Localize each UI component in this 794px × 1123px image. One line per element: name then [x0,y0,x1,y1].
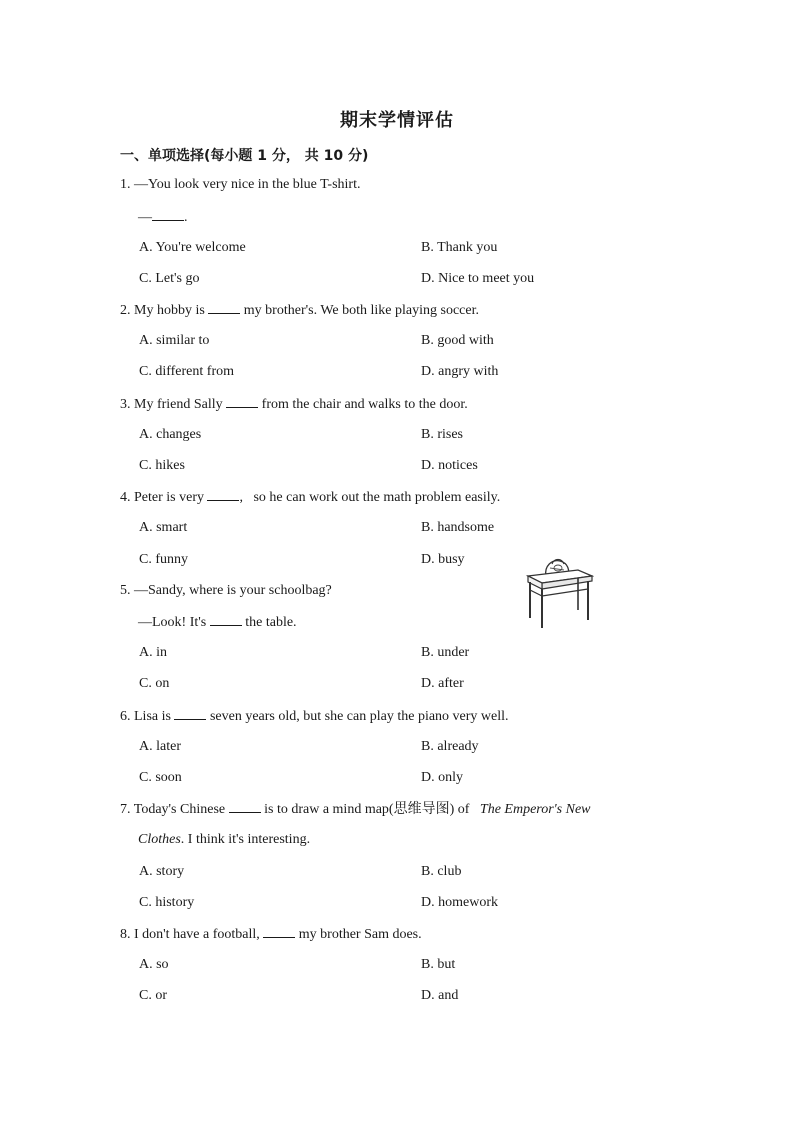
question-1-stem: 1. —You look very nice in the blue T-shirt. [120,177,361,192]
question-2-stem: 2. My hobby is my brother's. We both like playing soccer. [120,303,479,318]
question-2-option-b: B. good with [421,333,494,348]
question-5-reply: —Look! It's the table. [138,615,297,630]
question-1-option-c: C. Let's go [139,271,200,286]
question-5-option-c: C. on [139,676,170,691]
answer-blank [174,707,206,720]
question-7-stem-continued: Clothes. I think it's interesting. [138,832,311,847]
question-1-option-b: B. Thank you [421,240,498,255]
answer-blank [152,208,184,221]
section-heading: 一、单项选择(每小题 1 分， 共 10 分) [120,148,369,164]
question-4-option-c: C. funny [139,552,188,567]
question-2-option-d: D. angry with [421,364,499,379]
question-4-stem: 4. Peter is very , so he can work out the math problem easily. [120,490,501,505]
question-5-option-a: A. in [139,645,167,660]
question-7-option-b: B. club [421,864,462,879]
question-6-option-a: A. later [139,739,181,754]
question-6-stem: 6. Lisa is seven years old, but she can play the piano very well. [120,709,509,724]
question-4-option-d: D. busy [421,552,465,567]
question-8-option-b: B. but [421,957,456,972]
question-2-option-c: C. different from [139,364,234,379]
question-8-stem: 8. I don't have a football, my brother Sam does. [120,927,422,942]
question-4-option-b: B. handsome [421,520,495,535]
answer-blank [210,613,242,626]
question-2-option-a: A. similar to [139,333,210,348]
question-8-option-d: D. and [421,988,459,1003]
answer-blank [208,301,240,314]
question-5-option-b: B. under [421,645,470,660]
question-6-option-b: B. already [421,739,479,754]
answer-blank [263,925,295,938]
question-4-option-a: A. smart [139,520,188,535]
question-7-stem: 7. Today's Chinese is to draw a mind map(思维导图) of The Emperor's New [120,802,591,817]
question-3-option-d: D. notices [421,458,478,473]
question-5-stem: 5. —Sandy, where is your schoolbag? [120,583,332,598]
question-7-option-c: C. history [139,895,195,910]
question-7-option-a: A. story [139,864,185,879]
question-8-option-c: C. or [139,988,167,1003]
answer-blank [229,800,261,813]
question-7-option-d: D. homework [421,895,498,910]
question-1-option-a: A. You're welcome [139,240,246,255]
answer-blank [226,395,258,408]
answer-blank [207,488,239,501]
question-8-option-a: A. so [139,957,169,972]
question-5-option-d: D. after [421,676,464,691]
question-6-option-c: C. soon [139,770,182,785]
question-3-option-b: B. rises [421,427,463,442]
desk-with-schoolbag-icon [522,556,594,632]
question-3-option-c: C. hikes [139,458,185,473]
page-title: 期末学情评估 [340,110,454,131]
question-1-option-d: D. Nice to meet you [421,271,535,286]
question-3-option-a: A. changes [139,427,202,442]
question-3-stem: 3. My friend Sally from the chair and walks to the door. [120,397,468,412]
question-1-reply: — . [138,210,188,225]
question-6-option-d: D. only [421,770,463,785]
